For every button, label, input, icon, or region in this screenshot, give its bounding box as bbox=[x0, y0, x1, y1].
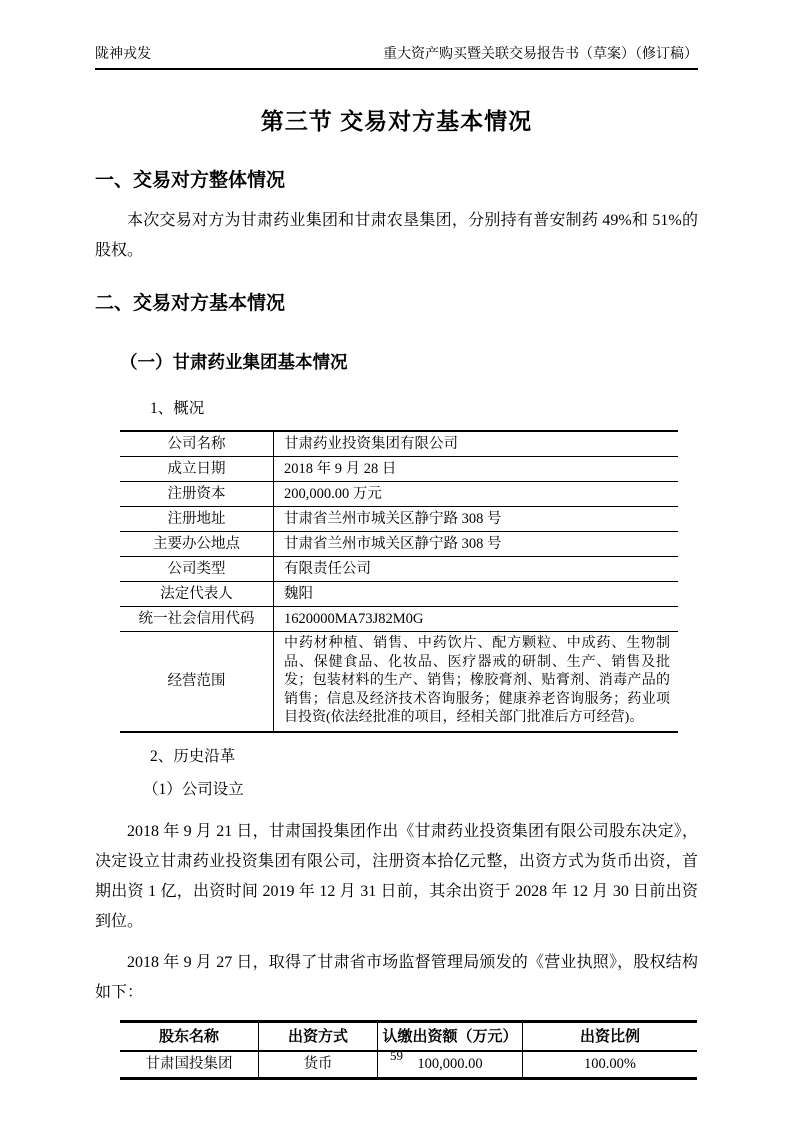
item-overview-label: 1、概况 bbox=[150, 400, 205, 417]
cell-contribution-ratio: 100.00% bbox=[584, 1055, 636, 1072]
header-right-title: 重大资产购买暨关联交易报告书（草案）（修订稿） bbox=[383, 47, 698, 62]
table-row bbox=[120, 532, 678, 557]
page-number: 59 bbox=[390, 1048, 403, 1063]
history-paragraph-2: 2018 年 9 月 27 日，取得了甘肃省市场监督管理局颁发的《营业执照》，股权结构如下： bbox=[95, 953, 698, 1001]
info-value-registered-address: 甘肃省兰州市城关区静宁路 308 号 bbox=[274, 507, 679, 532]
cell-contribution-method: 货币 bbox=[259, 1051, 378, 1079]
table-row bbox=[120, 507, 678, 532]
column-header-contribution-ratio: 出资比例 bbox=[523, 1021, 698, 1051]
item-establishment-label: （1）公司设立 bbox=[143, 780, 244, 798]
table-row bbox=[120, 557, 678, 582]
info-value-company-name: 甘肃药业投资集团有限公司 bbox=[284, 436, 458, 452]
info-label-company-type: 公司类型 bbox=[120, 557, 274, 582]
section-1-heading: 一、交易对方整体情况 bbox=[95, 170, 286, 191]
section-2-heading: 二、交易对方基本情况 bbox=[95, 293, 286, 314]
info-label-company-name: 公司名称 bbox=[120, 431, 274, 457]
info-value-company-type: 有限责任公司 bbox=[274, 557, 679, 582]
cell-subscribed-amount: 100,000.00 bbox=[378, 1051, 523, 1079]
section-1-paragraph: 本次交易对方为甘肃药业集团和甘肃农垦集团，分别持有普安制药 49%和 51%的股权。 bbox=[95, 212, 698, 259]
table-row bbox=[120, 457, 678, 482]
column-header-subscribed-amount: 认缴出资额（万元） bbox=[378, 1021, 523, 1051]
table-row bbox=[120, 431, 678, 457]
info-label-registered-capital: 注册资本 bbox=[120, 482, 274, 507]
info-label-legal-representative: 法定代表人 bbox=[120, 582, 274, 607]
item-history-label: 2、历史沿革 bbox=[150, 747, 236, 765]
history-paragraph-1: 2018 年 9 月 21 日，甘肃国投集团作出《甘肃药业投资集团有限公司股东决定》，决定设立甘肃药业投资集团有限公司，注册资本拾亿元整，出资方式为货币出资，首期出资 1 亿，出资时间 2019 年 12 月 31 日前，其余出资于 2028 年 12 月 30 日前出资到位。 bbox=[95, 822, 698, 930]
header-left-title: 陇神戎发 bbox=[95, 47, 151, 62]
info-value-business-scope: 中药材种植、销售、中药饮片、配方颗粒、中成药、生物制品、保健食品、化妆品、医疗器戒的研制、生产、销售及批发；包装材料的生产、销售；橡胶膏剂、贴膏剂、消毒产品的销售；信息及经济技术咨询服务；健康养老咨询服务；药业项目投资(依法经批准的项目，经相关部门批准后方可经营)。 bbox=[274, 632, 679, 732]
info-label-registered-address: 注册地址 bbox=[120, 507, 274, 532]
table-row bbox=[120, 582, 678, 607]
info-label-business-scope: 经营范围 bbox=[120, 632, 274, 732]
cell-shareholder-name: 甘肃国投集团 bbox=[120, 1051, 259, 1079]
info-label-founding-date: 成立日期 bbox=[120, 457, 274, 482]
table-header-row bbox=[120, 1021, 697, 1051]
table-row bbox=[120, 482, 678, 507]
info-value-legal-representative: 魏阳 bbox=[274, 582, 679, 607]
table-row bbox=[120, 632, 678, 732]
subsection-1-heading: （一）甘肃药业集团基本情况 bbox=[120, 352, 348, 372]
info-value-credit-code: 1620000MA73J82M0G bbox=[274, 607, 679, 632]
column-header-contribution-method: 出资方式 bbox=[259, 1021, 378, 1051]
column-header-shareholder-name: 股东名称 bbox=[120, 1021, 259, 1051]
info-value-registered-capital: 200,000.00 万元 bbox=[274, 482, 679, 507]
table-row bbox=[120, 607, 678, 632]
info-label-credit-code: 统一社会信用代码 bbox=[120, 607, 274, 632]
chapter-title: 第三节 交易对方基本情况 bbox=[260, 108, 533, 134]
info-value-office-location: 甘肃省兰州市城关区静宁路 308 号 bbox=[274, 532, 679, 557]
running-header bbox=[95, 0, 698, 70]
info-label-office-location: 主要办公地点 bbox=[120, 532, 274, 557]
company-info-table bbox=[120, 430, 678, 733]
info-value-founding-date: 2018 年 9 月 28 日 bbox=[274, 457, 679, 482]
